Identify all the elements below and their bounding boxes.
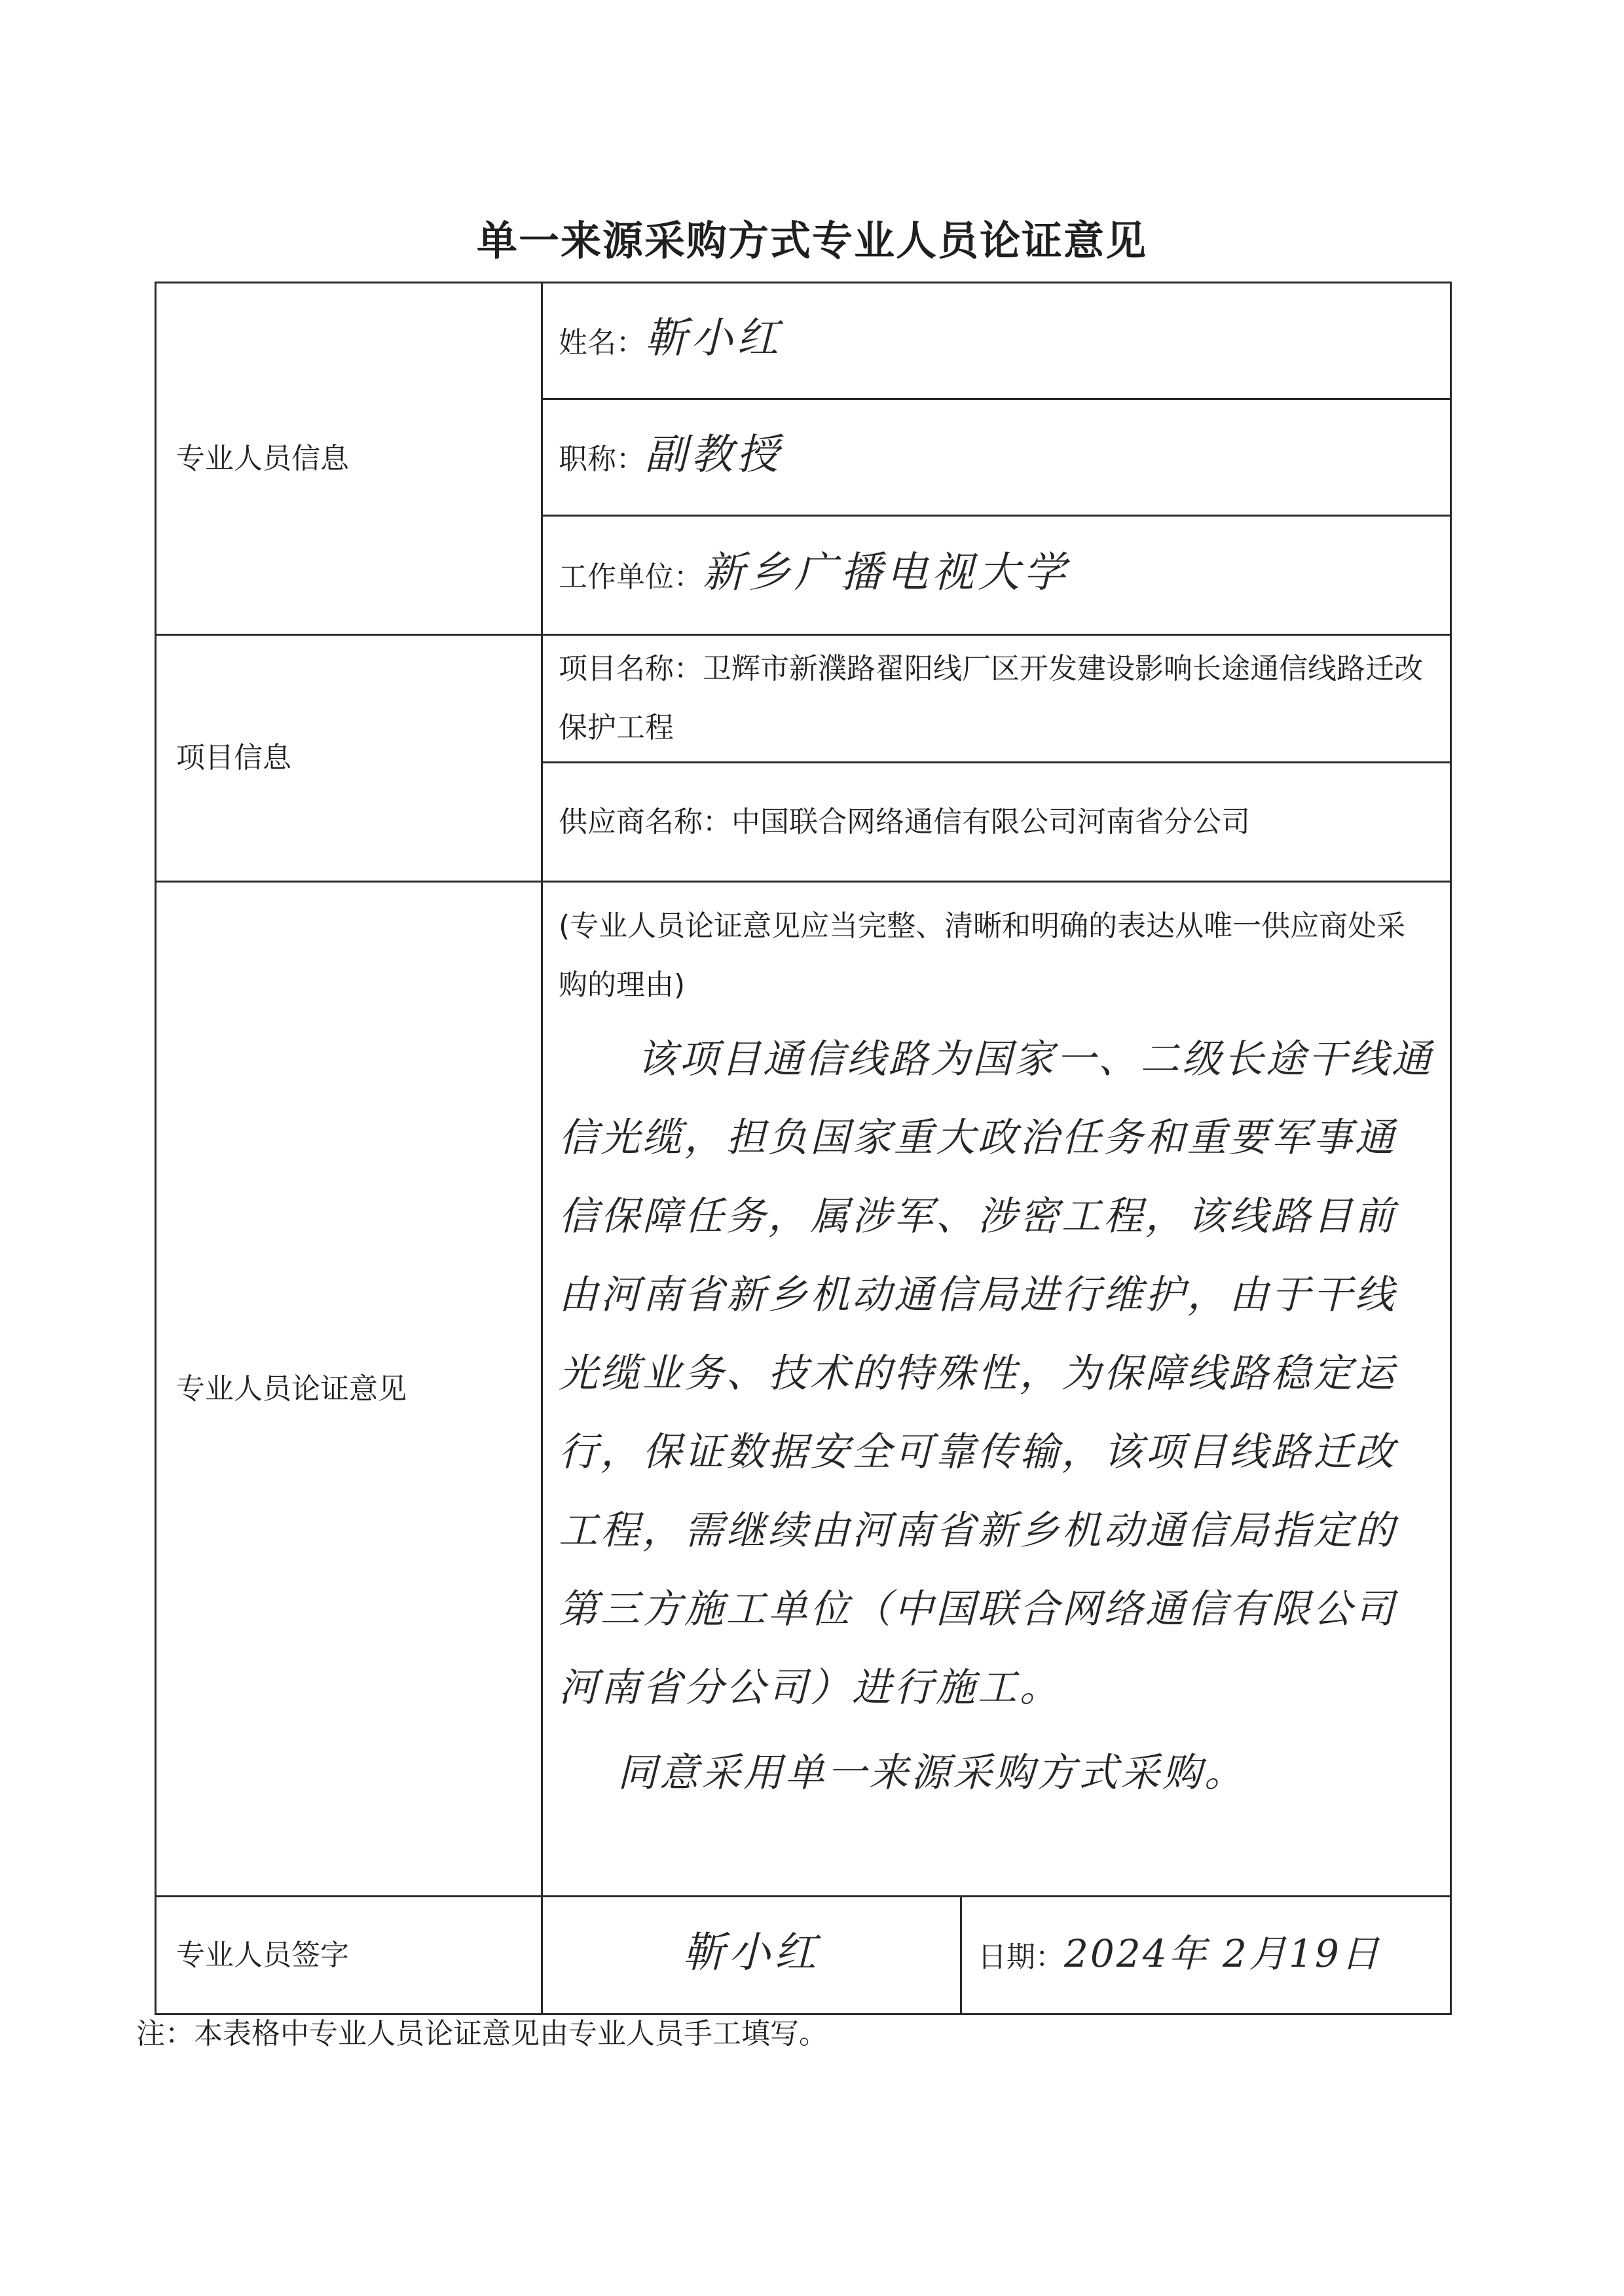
date-field xyxy=(961,1897,1451,2014)
name-label: 姓名： xyxy=(559,326,645,359)
employer-label: 工作单位： xyxy=(559,560,703,594)
opinion-conclusion: 同意采用单一来源采购方式采购。 xyxy=(618,1750,1246,1796)
supplier-label: 供应商名称： xyxy=(559,805,731,839)
supplier-value: 中国联合网络通信有限公司河南省分公司 xyxy=(731,805,1250,839)
project-info-label: 项目信息 xyxy=(156,635,542,882)
opinion-instruction: (专业人员论证意见应当完整、清晰和明确的表达从唯一供应商处采购的理由) xyxy=(559,909,1406,1002)
name-value: 靳小红 xyxy=(645,314,783,363)
date-label: 日期： xyxy=(978,1940,1064,1974)
footnote: 注：本表格中专业人员论证意见由专业人员手工填写。 xyxy=(136,2017,828,2050)
title-value: 副教授 xyxy=(645,431,783,479)
opinion-field xyxy=(542,882,1451,1897)
expert-info-label: 专业人员信息 xyxy=(156,283,542,635)
employer-field xyxy=(542,516,1451,635)
supplier-field xyxy=(542,763,1451,882)
signature-label: 专业人员签字 xyxy=(156,1897,542,2014)
project-name-field xyxy=(542,635,1451,763)
form-table xyxy=(155,282,1452,2015)
date-value: 2024年 2月19日 xyxy=(1064,1931,1381,1976)
signature-value: 靳小红 xyxy=(682,1929,821,1977)
signature-field xyxy=(542,1897,961,2014)
name-field xyxy=(542,283,1451,399)
employer-value: 新乡广播电视大学 xyxy=(703,549,1069,597)
title-label: 职称： xyxy=(559,443,645,476)
opinion-label: 专业人员论证意见 xyxy=(156,882,542,1897)
title-field xyxy=(542,399,1451,516)
opinion-body: 该项目通信线路为国家一、二级长途干线通信光缆，担负国家重大政治任务和重要军事通信保障任务，属涉军、涉密工程，该线路目前由河南省新乡机动通信局进行维护，由于干线光缆业务、技术的特殊性，为保障线路稳定运行，保证数据安全可靠传输，该项目线路迁改工程，需继续由河南省新乡机动通信局指定的第三方施工单位（中国联合网络通信有限公司河南省分公司）进行施工。 xyxy=(559,1036,1433,1711)
project-name-label: 项目名称： xyxy=(559,652,703,685)
form-title: 单一来源采购方式专业人员论证意见 xyxy=(476,217,1147,264)
project-name-value: 卫辉市新濮路翟阳线厂区开发建设影响长途通信线路迁改保护工程 xyxy=(559,652,1423,744)
